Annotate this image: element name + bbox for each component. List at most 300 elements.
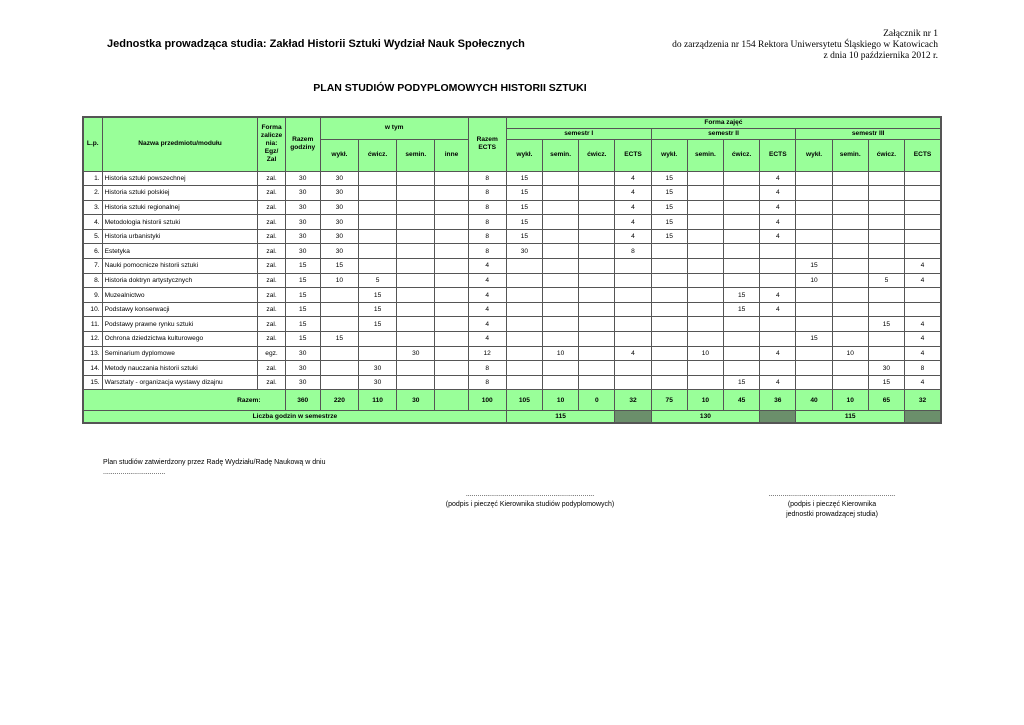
cell-wykl	[320, 317, 358, 332]
cell-s1-ects: 8	[615, 244, 651, 259]
cell-s2-cwicz	[724, 229, 760, 244]
total-razem-ects: 100	[468, 390, 506, 411]
cell-s2-wykl	[651, 288, 687, 303]
cell-s2-ects: 4	[760, 346, 796, 361]
cell-s3-cwicz: 15	[868, 317, 904, 332]
header-inne: inne	[435, 139, 468, 171]
cell-wykl	[320, 375, 358, 390]
cell-s1-ects	[615, 288, 651, 303]
header-wykl: wykł.	[320, 139, 358, 171]
header-s1-wykl: wykł.	[506, 139, 542, 171]
approval-date-line: ................................	[103, 469, 166, 476]
cell-razem-godziny: 30	[285, 200, 320, 215]
cell-semin	[397, 302, 435, 317]
cell-s2-wykl	[651, 317, 687, 332]
cell-razem-ects: 8	[468, 361, 506, 376]
cell-razem-godziny: 30	[285, 244, 320, 259]
cell-s3-cwicz: 15	[868, 375, 904, 390]
cell-cwicz	[359, 244, 397, 259]
cell-razem-godziny: 30	[285, 229, 320, 244]
totals-label: Razem:	[83, 390, 285, 411]
cell-s3-semin	[832, 273, 868, 288]
cell-s3-wykl	[796, 200, 832, 215]
cell-s1-cwicz	[579, 288, 615, 303]
semester-1-hours: 115	[506, 411, 615, 424]
cell-lp: 6.	[83, 244, 102, 259]
cell-wykl	[320, 346, 358, 361]
cell-s2-cwicz: 15	[724, 288, 760, 303]
cell-s1-semin	[543, 332, 579, 347]
cell-s2-semin	[687, 215, 723, 230]
cell-cwicz	[359, 259, 397, 274]
cell-razem-godziny: 15	[285, 317, 320, 332]
cell-forma: zal.	[258, 317, 285, 332]
cell-s2-cwicz	[724, 200, 760, 215]
cell-s1-wykl	[506, 288, 542, 303]
signature-line: .................................................................	[768, 491, 896, 498]
cell-s3-cwicz	[868, 215, 904, 230]
cell-wykl: 30	[320, 200, 358, 215]
cell-s1-semin	[543, 244, 579, 259]
cell-s3-cwicz	[868, 171, 904, 186]
cell-lp: 13.	[83, 346, 102, 361]
cell-semin	[397, 317, 435, 332]
cell-name: Metodologia historii sztuki	[102, 215, 258, 230]
cell-razem-ects: 12	[468, 346, 506, 361]
cell-s1-wykl	[506, 332, 542, 347]
cell-semin	[397, 215, 435, 230]
cell-razem-ects: 4	[468, 259, 506, 274]
cell-inne	[435, 215, 468, 230]
totals-row	[83, 390, 941, 411]
cell-s3-ects	[905, 200, 941, 215]
cell-forma: egz.	[258, 346, 285, 361]
cell-s3-ects	[905, 186, 941, 201]
cell-s3-wykl	[796, 302, 832, 317]
cell-s1-ects: 4	[615, 346, 651, 361]
cell-forma: zal.	[258, 186, 285, 201]
cell-name: Warsztaty - organizacja wystawy dizajnu	[102, 375, 258, 390]
cell-semin	[397, 375, 435, 390]
header-forma-zaliczenia: Forma zalicze nia: Egz/ Zal	[258, 117, 285, 171]
cell-inne	[435, 332, 468, 347]
cell-inne	[435, 171, 468, 186]
cell-lp: 5.	[83, 229, 102, 244]
cell-semin	[397, 288, 435, 303]
cell-s2-ects: 4	[760, 171, 796, 186]
cell-wykl: 30	[320, 186, 358, 201]
cell-s1-ects: 4	[615, 229, 651, 244]
table-row	[83, 332, 941, 347]
cell-razem-ects: 8	[468, 229, 506, 244]
cell-s1-semin	[543, 302, 579, 317]
cell-wykl: 30	[320, 229, 358, 244]
cell-semin	[397, 332, 435, 347]
header-s2-wykl: wykł.	[651, 139, 687, 171]
cell-s2-semin	[687, 317, 723, 332]
cell-s2-cwicz	[724, 244, 760, 259]
cell-s1-semin	[543, 215, 579, 230]
total-s2-wykl: 75	[651, 390, 687, 411]
header-s3-cwicz: ćwicz.	[868, 139, 904, 171]
cell-wykl	[320, 361, 358, 376]
cell-s3-wykl: 15	[796, 259, 832, 274]
cell-s3-cwicz	[868, 332, 904, 347]
cell-lp: 4.	[83, 215, 102, 230]
cell-s3-wykl	[796, 346, 832, 361]
cell-s2-cwicz	[724, 171, 760, 186]
cell-s3-semin	[832, 288, 868, 303]
cell-semin	[397, 186, 435, 201]
signature-unit-head	[757, 490, 907, 520]
cell-s1-cwicz	[579, 244, 615, 259]
cell-name: Metody nauczania historii sztuki	[102, 361, 258, 376]
cell-cwicz: 30	[359, 361, 397, 376]
cell-s3-semin	[832, 215, 868, 230]
total-semin: 30	[397, 390, 435, 411]
cell-cwicz	[359, 332, 397, 347]
header-name: Nazwa przedmiotu/modułu	[102, 117, 258, 171]
cell-forma: zal.	[258, 215, 285, 230]
cell-semin	[397, 171, 435, 186]
table-row	[83, 215, 941, 230]
cell-s2-ects	[760, 259, 796, 274]
cell-s2-cwicz	[724, 273, 760, 288]
header-s3-semin: semin.	[832, 139, 868, 171]
cell-forma: zal.	[258, 273, 285, 288]
header-forma-zajec: Forma zajęć	[506, 117, 941, 128]
cell-wykl: 15	[320, 332, 358, 347]
total-cwicz: 110	[359, 390, 397, 411]
header-semestr-3: semestr III	[796, 128, 941, 139]
cell-semin	[397, 259, 435, 274]
cell-inne	[435, 229, 468, 244]
cell-s1-wykl: 15	[506, 186, 542, 201]
header-razem-godziny: Razem godziny	[285, 117, 320, 171]
cell-lp: 2.	[83, 186, 102, 201]
cell-s3-cwicz	[868, 302, 904, 317]
cell-s2-ects: 4	[760, 186, 796, 201]
cell-s2-semin	[687, 288, 723, 303]
cell-lp: 1.	[83, 171, 102, 186]
cell-s2-wykl: 15	[651, 200, 687, 215]
cell-s3-cwicz	[868, 200, 904, 215]
table-row	[83, 229, 941, 244]
cell-semin	[397, 244, 435, 259]
semester-hours-label: Liczba godzin w semestrze	[83, 411, 506, 424]
cell-s3-ects: 4	[905, 375, 941, 390]
cell-s2-ects: 4	[760, 375, 796, 390]
cell-s2-ects	[760, 332, 796, 347]
cell-s2-ects	[760, 273, 796, 288]
table-row	[83, 259, 941, 274]
cell-cwicz: 30	[359, 375, 397, 390]
cell-name: Historia urbanistyki	[102, 229, 258, 244]
cell-s2-wykl	[651, 259, 687, 274]
cell-s1-ects	[615, 259, 651, 274]
cell-razem-ects: 8	[468, 186, 506, 201]
cell-s1-semin	[543, 259, 579, 274]
cell-s3-semin	[832, 361, 868, 376]
cell-lp: 10.	[83, 302, 102, 317]
cell-s3-wykl	[796, 244, 832, 259]
cell-wykl: 10	[320, 273, 358, 288]
cell-s2-ects: 4	[760, 302, 796, 317]
cell-wykl: 30	[320, 171, 358, 186]
cell-semin	[397, 229, 435, 244]
cell-semin: 30	[397, 346, 435, 361]
cell-s2-ects: 4	[760, 200, 796, 215]
cell-s1-cwicz	[579, 171, 615, 186]
cell-s1-ects	[615, 273, 651, 288]
header-semestr-2: semestr II	[651, 128, 796, 139]
cell-s1-semin	[543, 288, 579, 303]
cell-inne	[435, 361, 468, 376]
cell-forma: zal.	[258, 259, 285, 274]
annex-line-3: z dnia 10 października 2012 r.	[823, 51, 938, 61]
cell-s2-semin	[687, 273, 723, 288]
total-s3-wykl: 40	[796, 390, 832, 411]
cell-name: Historia sztuki polskiej	[102, 186, 258, 201]
cell-wykl: 30	[320, 244, 358, 259]
approval-note	[103, 458, 326, 478]
cell-s1-ects	[615, 302, 651, 317]
cell-s3-ects: 8	[905, 361, 941, 376]
cell-s2-cwicz: 15	[724, 302, 760, 317]
cell-inne	[435, 259, 468, 274]
cell-cwicz: 15	[359, 302, 397, 317]
cell-s2-semin	[687, 186, 723, 201]
cell-name: Ochrona dziedzictwa kulturowego	[102, 332, 258, 347]
cell-s2-semin	[687, 361, 723, 376]
cell-inne	[435, 273, 468, 288]
cell-s2-cwicz	[724, 346, 760, 361]
cell-s2-wykl	[651, 273, 687, 288]
cell-s2-wykl: 15	[651, 215, 687, 230]
total-s1-cwicz: 0	[579, 390, 615, 411]
header-s2-semin: semin.	[687, 139, 723, 171]
cell-forma: zal.	[258, 302, 285, 317]
header-razem-ects: Razem ECTS	[468, 117, 506, 171]
cell-name: Podstawy konserwacji	[102, 302, 258, 317]
cell-razem-godziny: 15	[285, 332, 320, 347]
cell-s3-semin	[832, 244, 868, 259]
cell-forma: zal.	[258, 288, 285, 303]
cell-s3-cwicz: 30	[868, 361, 904, 376]
cell-inne	[435, 200, 468, 215]
cell-cwicz	[359, 200, 397, 215]
total-s1-ects: 32	[615, 390, 651, 411]
cell-wykl: 15	[320, 259, 358, 274]
total-s3-semin: 10	[832, 390, 868, 411]
cell-cwicz	[359, 346, 397, 361]
cell-razem-ects: 4	[468, 288, 506, 303]
cell-s2-cwicz	[724, 332, 760, 347]
cell-s2-semin: 10	[687, 346, 723, 361]
semester-3-hours: 115	[796, 411, 905, 424]
cell-s2-ects: 4	[760, 288, 796, 303]
study-plan-table	[82, 116, 942, 424]
cell-s1-wykl	[506, 346, 542, 361]
cell-razem-godziny: 30	[285, 171, 320, 186]
cell-lp: 11.	[83, 317, 102, 332]
cell-lp: 7.	[83, 259, 102, 274]
cell-s2-wykl: 15	[651, 186, 687, 201]
cell-s2-semin	[687, 229, 723, 244]
cell-s1-semin: 10	[543, 346, 579, 361]
signature-label: (podpis i pieczęć Kierownika studiów podyplomowych)	[445, 501, 615, 508]
cell-forma: zal.	[258, 375, 285, 390]
cell-razem-godziny: 15	[285, 288, 320, 303]
cell-s3-semin	[832, 171, 868, 186]
cell-s3-cwicz	[868, 186, 904, 201]
cell-razem-ects: 8	[468, 200, 506, 215]
cell-s3-semin	[832, 332, 868, 347]
cell-s1-cwicz	[579, 200, 615, 215]
cell-s3-wykl	[796, 375, 832, 390]
cell-s3-semin	[832, 317, 868, 332]
cell-razem-godziny: 30	[285, 346, 320, 361]
total-razem-godziny: 360	[285, 390, 320, 411]
cell-s2-semin	[687, 375, 723, 390]
cell-s1-wykl: 30	[506, 244, 542, 259]
table-row	[83, 200, 941, 215]
cell-s1-ects: 4	[615, 215, 651, 230]
page-title: PLAN STUDIÓW PODYPLOMOWYCH HISTORII SZTUKI	[313, 82, 587, 94]
cell-s1-ects: 4	[615, 200, 651, 215]
cell-razem-ects: 8	[468, 215, 506, 230]
cell-s1-wykl	[506, 259, 542, 274]
cell-cwicz: 15	[359, 288, 397, 303]
cell-s1-wykl: 15	[506, 229, 542, 244]
cell-razem-ects: 4	[468, 302, 506, 317]
total-s2-ects: 36	[760, 390, 796, 411]
annex-note	[672, 29, 938, 62]
cell-s3-cwicz: 5	[868, 273, 904, 288]
cell-s1-semin	[543, 200, 579, 215]
cell-inne	[435, 346, 468, 361]
signature-label-line-1: (podpis i pieczęć Kierownika	[787, 501, 877, 508]
cell-inne	[435, 302, 468, 317]
cell-s1-cwicz	[579, 317, 615, 332]
cell-s1-wykl	[506, 375, 542, 390]
cell-s3-ects: 4	[905, 273, 941, 288]
cell-s3-ects	[905, 302, 941, 317]
cell-s1-cwicz	[579, 332, 615, 347]
cell-name: Historia doktryn artystycznych	[102, 273, 258, 288]
cell-s1-ects	[615, 361, 651, 376]
cell-s3-wykl	[796, 317, 832, 332]
header-s3-ects: ECTS	[905, 139, 941, 171]
header-semin: semin.	[397, 139, 435, 171]
signature-line: ..................................................................	[465, 491, 595, 498]
header-s1-ects: ECTS	[615, 139, 651, 171]
cell-inne	[435, 288, 468, 303]
cell-s3-cwicz	[868, 229, 904, 244]
cell-s3-cwicz	[868, 259, 904, 274]
cell-s3-wykl	[796, 186, 832, 201]
cell-cwicz	[359, 171, 397, 186]
cell-cwicz: 15	[359, 317, 397, 332]
cell-s1-semin	[543, 317, 579, 332]
total-s3-ects: 32	[905, 390, 941, 411]
cell-lp: 9.	[83, 288, 102, 303]
table-row	[83, 375, 941, 390]
total-s2-cwicz: 45	[724, 390, 760, 411]
table-row	[83, 361, 941, 376]
cell-s2-semin	[687, 259, 723, 274]
cell-s1-wykl: 15	[506, 200, 542, 215]
table-row	[83, 288, 941, 303]
cell-razem-ects: 8	[468, 244, 506, 259]
cell-s2-cwicz	[724, 215, 760, 230]
cell-s1-ects: 4	[615, 171, 651, 186]
cell-name: Historia sztuki regionalnej	[102, 200, 258, 215]
semester-hours-row	[83, 411, 941, 424]
total-inne	[435, 390, 468, 411]
cell-name: Podstawy prawne rynku sztuki	[102, 317, 258, 332]
cell-s3-wykl	[796, 215, 832, 230]
table-row	[83, 346, 941, 361]
cell-s2-wykl	[651, 361, 687, 376]
cell-s2-wykl	[651, 302, 687, 317]
cell-s1-cwicz	[579, 375, 615, 390]
cell-s2-wykl	[651, 332, 687, 347]
cell-semin	[397, 273, 435, 288]
cell-s1-cwicz	[579, 229, 615, 244]
cell-s3-semin: 10	[832, 346, 868, 361]
cell-s2-wykl	[651, 375, 687, 390]
cell-razem-godziny: 30	[285, 361, 320, 376]
cell-name: Seminarium dyplomowe	[102, 346, 258, 361]
cell-cwicz: 5	[359, 273, 397, 288]
cell-cwicz	[359, 186, 397, 201]
cell-s1-cwicz	[579, 186, 615, 201]
cell-wykl: 30	[320, 215, 358, 230]
cell-s2-semin	[687, 302, 723, 317]
cell-s1-semin	[543, 229, 579, 244]
table-row	[83, 273, 941, 288]
cell-s3-ects	[905, 171, 941, 186]
cell-s3-semin	[832, 375, 868, 390]
cell-forma: zal.	[258, 171, 285, 186]
approval-text: Plan studiów zatwierdzony przez Radę Wydziału/Radę Naukową w dniu	[103, 459, 326, 466]
cell-s2-semin	[687, 171, 723, 186]
header-s2-cwicz: ćwicz.	[724, 139, 760, 171]
cell-s1-wykl: 15	[506, 215, 542, 230]
cell-razem-ects: 8	[468, 375, 506, 390]
cell-razem-godziny: 15	[285, 259, 320, 274]
cell-name: Nauki pomocnicze historii sztuki	[102, 259, 258, 274]
header-s3-wykl: wykł.	[796, 139, 832, 171]
cell-s3-cwicz	[868, 288, 904, 303]
cell-razem-godziny: 15	[285, 302, 320, 317]
cell-lp: 12.	[83, 332, 102, 347]
total-wykl: 220	[320, 390, 358, 411]
cell-s1-wykl	[506, 317, 542, 332]
cell-s2-semin	[687, 200, 723, 215]
total-s1-semin: 10	[543, 390, 579, 411]
cell-s2-ects	[760, 361, 796, 376]
cell-wykl	[320, 302, 358, 317]
cell-s2-cwicz	[724, 259, 760, 274]
cell-s1-semin	[543, 361, 579, 376]
cell-s2-semin	[687, 332, 723, 347]
cell-s3-semin	[832, 200, 868, 215]
cell-s2-cwicz	[724, 361, 760, 376]
cell-s2-ects	[760, 244, 796, 259]
cell-s1-semin	[543, 171, 579, 186]
